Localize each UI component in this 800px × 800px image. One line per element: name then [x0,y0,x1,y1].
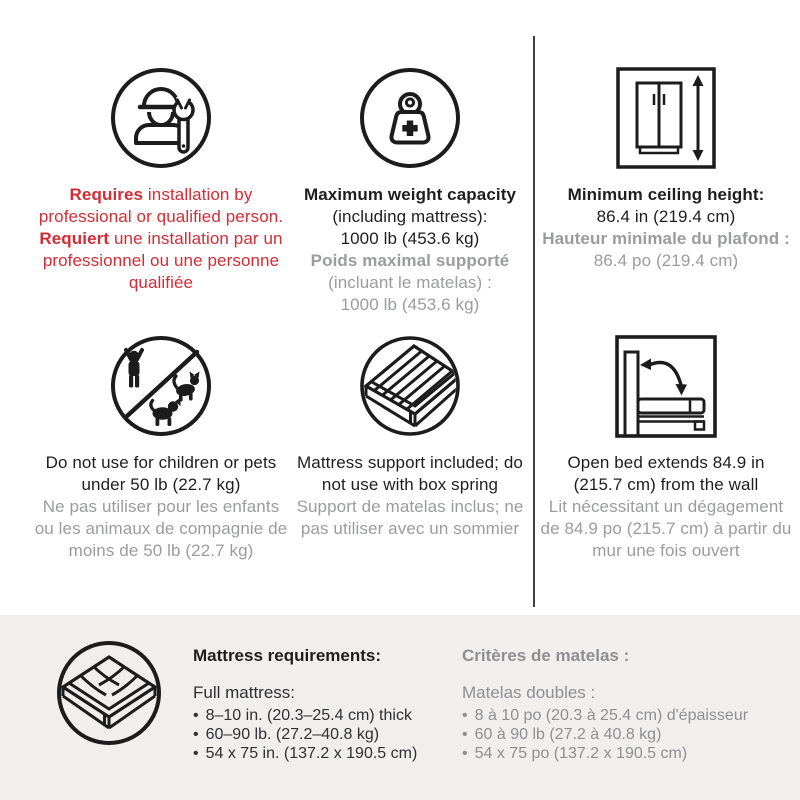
caption-line: Lit nécessitant un dégagement [548,497,784,516]
caption-line: Minimum ceiling height: [567,185,765,204]
mattress-support-caption [297,452,524,540]
caption-line: 1000 lb (453.6 kg) [340,229,480,248]
caption-line: qualifiée [128,273,194,292]
caption-line: Do not use for children or pets [45,453,277,472]
caption-line: Ne pas utiliser pour les enfants [42,497,280,516]
max-weight-block [294,66,526,316]
caption-line: (incluant le matelas) : [328,273,492,292]
requirements-subtitle-fr: Matelas doubles : [462,683,596,702]
requirement-item: • 54 x 75 po (137.2 x 190.5 cm) [462,744,748,763]
caption-line: ou les animaux de compagnie de [34,519,288,538]
requirements-list-fr [462,706,748,763]
requirements-subtitle-en: Full mattress: [193,683,296,702]
murphy-bed-open-icon [615,334,717,438]
caption-line: Poids maximal supporté [310,251,510,270]
mattress-support-block [294,334,526,540]
caption-line: not use with box spring [321,475,499,494]
requirements-title-en: Mattress requirements: [193,646,382,665]
installer-wrench-icon [109,66,213,170]
requirement-item: • 8–10 in. (20.3–25.4 cm) thick [193,706,417,725]
mattress-requirements-band [0,615,800,800]
requirement-item: • 60 à 90 lb (27.2 à 40.8 kg) [462,725,748,744]
open-bed-caption [541,452,792,562]
installation-caption [39,184,283,294]
caption-line: Requiert une installation par un [39,229,283,248]
caption-line: professional or qualified person. [38,207,284,226]
requirement-item: • 8 à 10 po (20.3 à 25.4 cm) d'épaisseur [462,706,748,725]
ceiling-height-icon [616,66,716,170]
caption-line: 86.4 po (219.4 cm) [593,251,739,270]
no-children-pets-block [28,334,294,562]
slatted-mattress-support-icon [358,334,462,438]
ceiling-height-block [538,66,794,272]
vertical-divider [533,36,535,607]
no-children-pets-caption [35,452,288,562]
open-bed-block [538,334,794,562]
caption-line: under 50 lb (22.7 kg) [81,475,241,494]
caption-line: (215.7 cm) from the wall [573,475,759,494]
weight-capacity-icon [358,66,462,170]
requirements-list-en [193,706,417,763]
caption-line: Mattress support included; do [297,453,523,472]
no-children-pets-icon [109,334,213,438]
caption-line: Requires installation by [69,185,253,204]
requirements-title-fr: Critères de matelas : [462,646,630,665]
mattress-requirements-en [193,645,417,763]
caption-line: moins de 50 lb (22.7 kg) [68,541,254,560]
caption-line: de 84.9 po (215.7 cm) à partir du [540,519,792,538]
caption-line: 86.4 in (219.4 cm) [596,207,736,226]
mattress-icon [56,640,162,746]
caption-line: 1000 lb (453.6 kg) [340,295,480,314]
mattress-requirements-fr [462,645,748,763]
requirement-item: • 54 x 75 in. (137.2 x 190.5 cm) [193,744,417,763]
caption-line: Open bed extends 84.9 in [567,453,765,472]
caption-line: Support de matelas inclus; ne [296,497,524,516]
caption-line: (including mattress): [332,207,488,226]
max-weight-caption [304,184,516,316]
ceiling-height-caption [542,184,790,272]
caption-line: professionnel ou une personne [42,251,280,270]
requirement-item: • 60–90 lb. (27.2–40.8 kg) [193,725,417,744]
installation-block [28,66,294,294]
caption-line: Maximum weight capacity [303,185,517,204]
caption-line: Hauteur minimale du plafond : [542,229,790,248]
caption-line: mur une fois ouvert [592,541,740,560]
caption-line: pas utiliser avec un sommier [300,519,520,538]
